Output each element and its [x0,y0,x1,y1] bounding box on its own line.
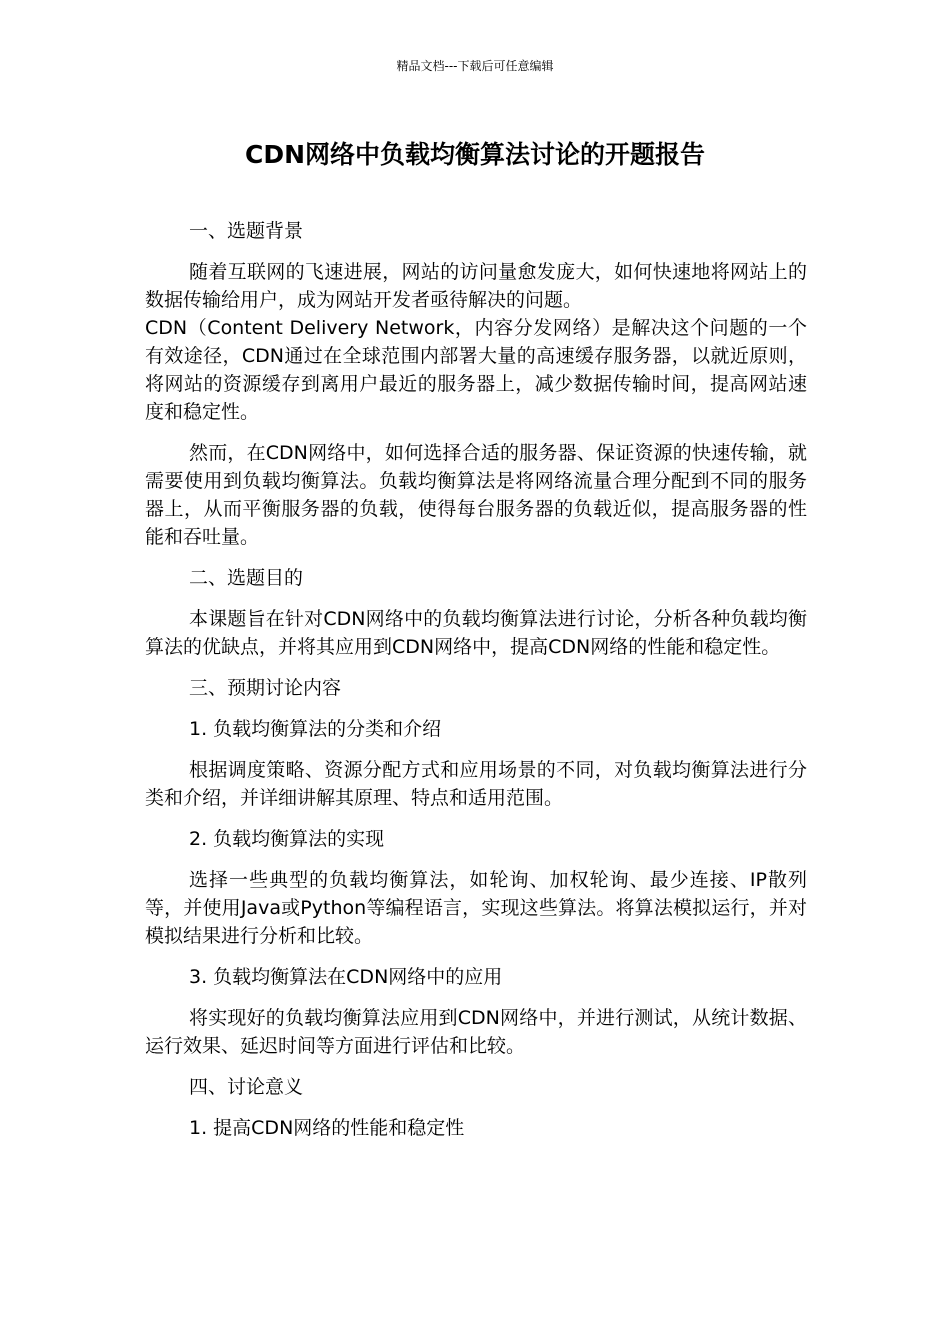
document-title: CDN网络中负载均衡算法讨论的开题报告 [244,140,706,169]
subheading-application: 3. 负载均衡算法在CDN网络中的应用 [189,966,503,988]
subheading-implementation: 2. 负载均衡算法的实现 [189,828,385,850]
document-body [145,217,807,1155]
paragraph-background-1: 随着互联网的飞速进展，网站的访问量愈发庞大，如何快速地将网站上的数据传输给用户，成为网站开发者亟待解决的问题。 [145,261,807,311]
section-heading-expected-content: 三、预期讨论内容 [189,677,342,699]
page-header: 精品文档---下载后可任意编辑 [396,59,554,73]
paragraph-application: 将实现好的负载均衡算法应用到CDN网络中，并进行测试，从统计数据、运行效果、延迟时间等方面进行评估和比较。 [145,1007,807,1057]
paragraph-background-3: 然而，在CDN网络中，如何选择合适的服务器、保证资源的快速传输，就需要使用到负载均衡算法。负载均衡算法是将网络流量合理分配到不同的服务器上，从而平衡服务器的负载，使得每台服务器的负载近似，提高服务器的性能和吞吐量。 [145,442,807,548]
subheading-performance: 1. 提高CDN网络的性能和稳定性 [189,1117,465,1139]
subheading-classification: 1. 负载均衡算法的分类和介绍 [189,718,442,740]
section-heading-background: 一、选题背景 [189,220,304,242]
section-heading-significance: 四、讨论意义 [189,1076,304,1098]
paragraph-implementation: 选择一些典型的负载均衡算法，如轮询、加权轮询、最少连接、IP散列等，并使用Java或Python等编程语言，实现这些算法。将算法模拟运行，并对模拟结果进行分析和比较。 [145,869,807,947]
paragraph-classification: 根据调度策略、资源分配方式和应用场景的不同，对负载均衡算法进行分类和介绍，并详细讲解其原理、特点和适用范围。 [145,759,807,809]
section-heading-purpose: 二、选题目的 [189,567,304,589]
paragraph-purpose: 本课题旨在针对CDN网络中的负载均衡算法进行讨论，分析各种负载均衡算法的优缺点，并将其应用到CDN网络中，提高CDN网络的性能和稳定性。 [145,608,807,658]
paragraph-background-2: CDN（Content Delivery Network，内容分发网络）是解决这个问题的一个有效途径，CDN通过在全球范围内部署大量的高速缓存服务器，以就近原则，将网站的资源缓存到离用户最近的服务器上，减少数据传输时间，提高网站速度和稳定性。 [145,317,807,423]
